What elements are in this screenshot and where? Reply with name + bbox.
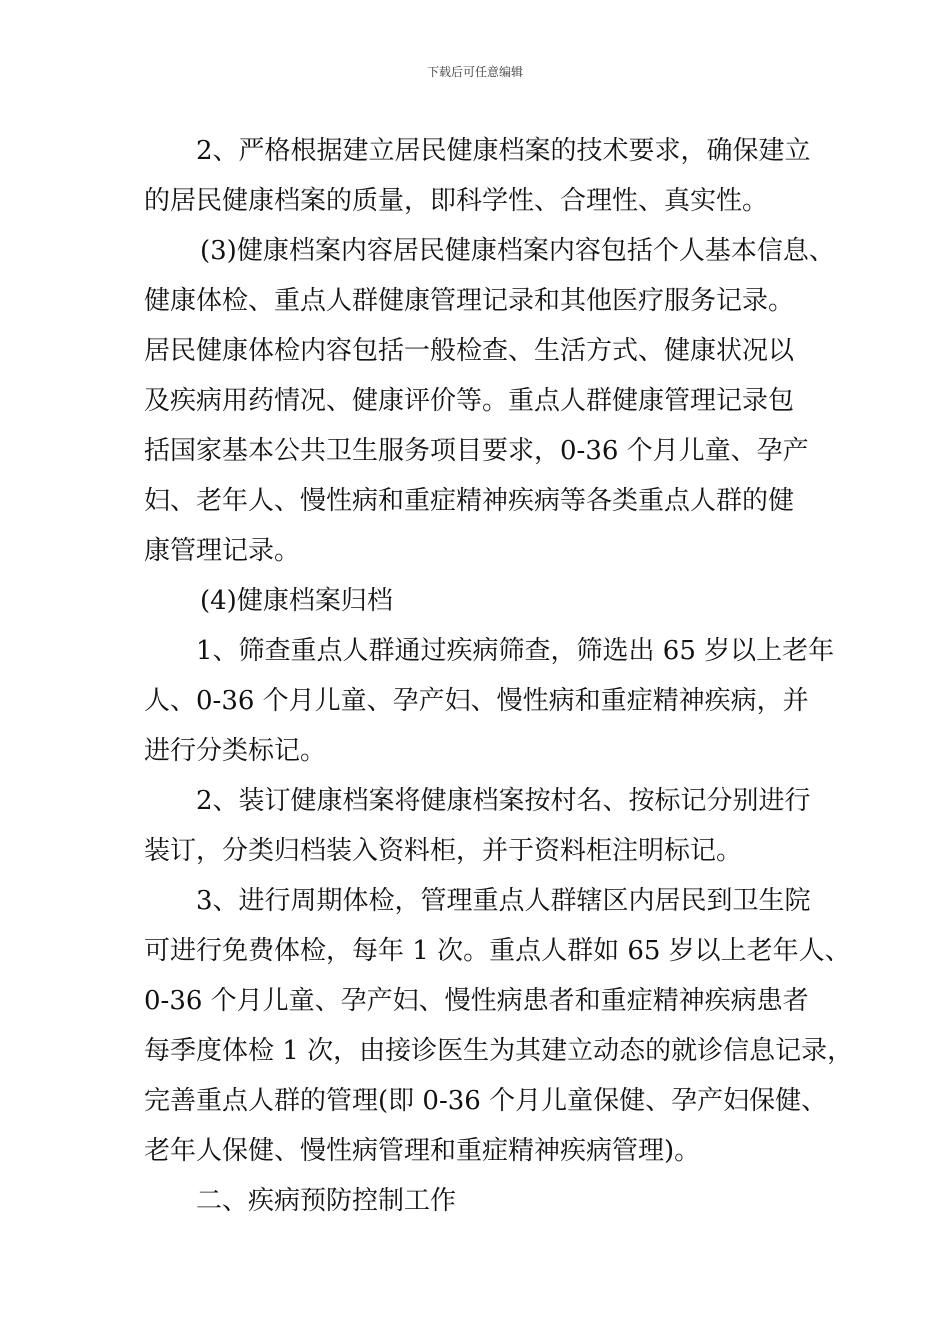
text-line: 的居民健康档案的质量，即科学性、合理性、真实性。 <box>144 186 769 216</box>
section-heading: 二、疾病预防控制工作 <box>196 1186 457 1216</box>
text-line: 居民健康体检内容包括一般检查、生活方式、健康状况以 <box>144 336 795 366</box>
text-line: (4)健康档案归档 <box>200 586 393 616</box>
text-line: 1、筛查重点人群通过疾病筛查，筛选出 65 岁以上老年 <box>196 636 835 666</box>
text-line: 老年人保健、慢性病管理和重症精神疾病管理)。 <box>144 1136 701 1166</box>
text-line: 康管理记录。 <box>144 536 301 566</box>
text-line: 人、0-36 个月儿童、孕产妇、慢性病和重症精神疾病，并 <box>144 686 809 716</box>
page-header-note: 下载后可任意编辑 <box>426 65 523 79</box>
text-line: 0-36 个月儿童、孕产妇、慢性病患者和重症精神疾病患者 <box>144 986 809 1016</box>
text-line: 完善重点人群的管理(即 0-36 个月儿童保健、孕产妇保健、 <box>144 1086 828 1116</box>
text-line: 3、进行周期体检，管理重点人群辖区内居民到卫生院 <box>196 886 811 916</box>
text-line: 进行分类标记。 <box>144 736 327 766</box>
text-line: 2、严格根据建立居民健康档案的技术要求，确保建立 <box>196 136 811 166</box>
text-line: 2、装订健康档案将健康档案按村名、按标记分别进行 <box>196 786 811 816</box>
text-line: 妇、老年人、慢性病和重症精神疾病等各类重点人群的健 <box>144 486 795 516</box>
text-line: 括国家基本公共卫生服务项目要求，0-36 个月儿童、孕产 <box>144 436 809 466</box>
document-body <box>144 126 854 1226</box>
text-line: (3)健康档案内容居民健康档案内容包括个人基本信息、 <box>200 236 835 266</box>
text-line: 装订，分类归档装入资料柜，并于资料柜注明标记。 <box>144 836 743 866</box>
text-line: 及疾病用药情况、健康评价等。重点人群健康管理记录包 <box>144 386 795 416</box>
text-line: 每季度体检 1 次，由接诊医生为其建立动态的就诊信息记录， <box>144 1036 854 1066</box>
text-line: 健康体检、重点人群健康管理记录和其他医疗服务记录。 <box>144 286 795 316</box>
text-line: 可进行免费体检，每年 1 次。重点人群如 65 岁以上老年人、 <box>144 936 851 966</box>
